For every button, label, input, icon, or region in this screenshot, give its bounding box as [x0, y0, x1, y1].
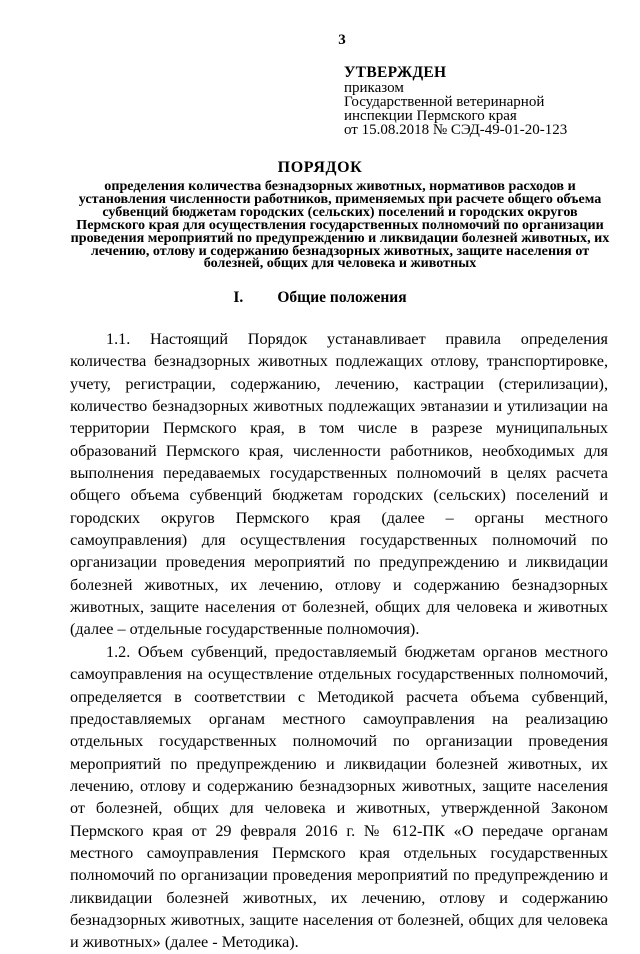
- approval-line: Государственной ветеринарной: [344, 94, 545, 110]
- page-number: 3: [338, 32, 346, 48]
- section-title: Общие положения: [277, 289, 407, 306]
- document-subtitle: определения количества безнадзорных животных, нормативов расходов и установления численности работников, применяемых при расчете общего объема субвенций бюджетам городских (сельских) поселений и городских округов Пермского края для осуществления государственных полномочий по организации проведения мероприятий по предупреждению и ликвидации болезней животных, их лечению, отлову и содержанию безнадзорных животных, защите населения от болезней, общих для человека и животных: [70, 178, 610, 272]
- document-title: ПОРЯДОК: [277, 159, 363, 176]
- approval-line: инспекции Пермского края: [344, 108, 517, 124]
- approval-line: приказом: [344, 80, 404, 96]
- paragraph: 1.1. Настоящий Порядок устанавливает правила определения количества безнадзорных животных подлежащих отлову, транспортировке, учету, регистрации, содержанию, лечению, кастрации (стерилизации), количество безнадзорных животных подлежащих эвтаназии и утилизации на территории Пермского края, в том числе в разрезе муниципальных образований Пермского края, численности работников, необходимых для выполнения передаваемых государственных полномочий в целях расчета общего объема субвенций бюджетам городских (сельских) поселений и городских округов Пермского края (далее – органы местного самоуправления) для осуществления государственных полномочий по организации проведения мероприятий по предупреждению и ликвидации болезней животных, их лечению, отлову и содержанию безнадзорных животных, защите населения от болезней, общих для человека и животных (далее – отдельные государственные полномочия).: [70, 330, 608, 639]
- approval-block: [344, 64, 634, 137]
- approval-heading: УТВЕРЖДЕН: [344, 64, 447, 81]
- body-text: [70, 328, 608, 954]
- section-number: I.: [233, 289, 244, 306]
- paragraph: 1.2. Объем субвенций, предоставляемый бюджетам органов местного самоуправления на осуществление отдельных государственных полномочий, определяется в соответствии с Методикой расчета объема субвенций, предоставляемых органам местного самоуправления на реализацию отдельных государственных полномочий по организации проведения мероприятий по предупреждению и ликвидации болезней животных, их лечению, отлову и содержанию безнадзорных животных, защите населения от болезней, общих для человека и животных, утвержденной Законом Пермского края от 29 февраля 2016 г. № 612-ПК «О передаче органам местного самоуправления Пермского края отдельных государственных полномочий по организации проведения мероприятий по предупреждению и ликвидации болезней животных, их лечению, отлову и содержанию безнадзорных животных, защите населения от болезней, общих для человека и животных» (далее - Методика).: [70, 642, 608, 952]
- approval-order-number: от 15.08.2018 № СЭД-49-01-20-123: [344, 122, 568, 138]
- section-heading: [0, 289, 640, 307]
